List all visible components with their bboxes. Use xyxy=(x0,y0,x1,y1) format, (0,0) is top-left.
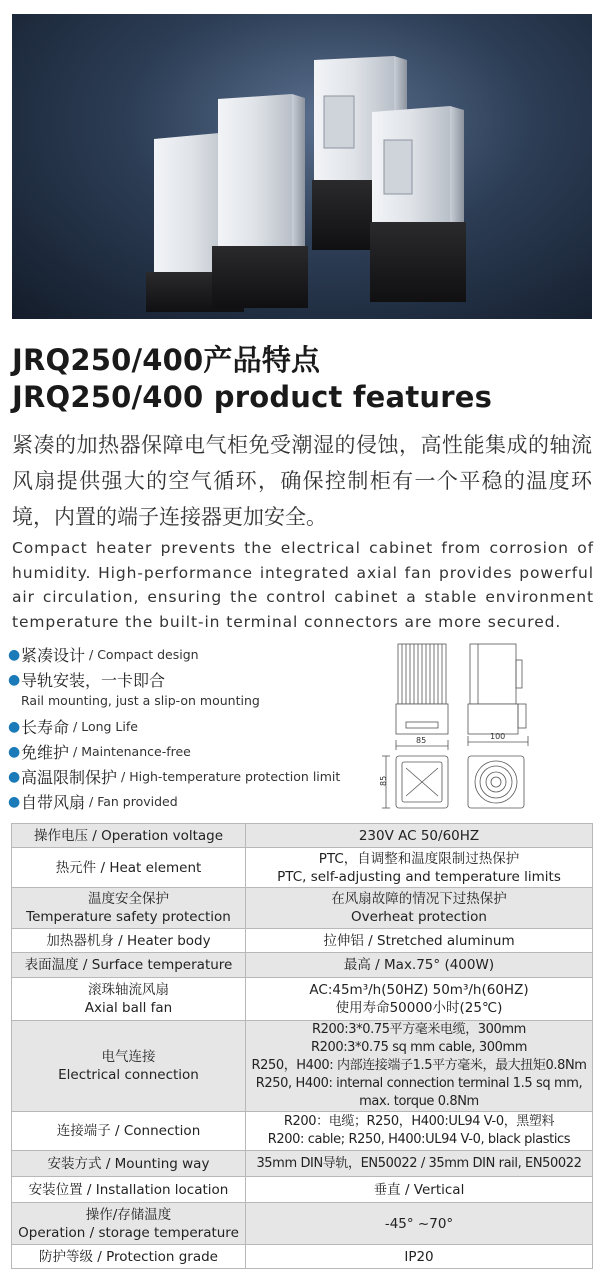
feature-list xyxy=(8,642,358,814)
table-row xyxy=(12,929,593,953)
feature-item xyxy=(8,642,358,667)
bullet-icon: ● xyxy=(8,743,21,760)
table-row xyxy=(12,1203,593,1245)
feature-item xyxy=(8,739,358,764)
feature-zh: 高温限制保护 xyxy=(21,768,118,787)
spec-value: -45° ~70° xyxy=(246,1203,593,1245)
spec-value: PTC，自调整和温度限制过热保护 PTC, self-adjusting and temperature limits xyxy=(246,848,593,888)
spec-label: 操作/存储温度 Operation / storage temperature xyxy=(12,1203,246,1245)
feature-item xyxy=(8,714,358,739)
table-row xyxy=(12,1245,593,1269)
spec-value: 最高 / Max.75° (400W) xyxy=(246,953,593,978)
table-row xyxy=(12,824,593,848)
feature-en: / Compact design xyxy=(89,647,199,662)
spec-label: 加热器机身 / Heater body xyxy=(12,929,246,953)
spec-label: 操作电压 / Operation voltage xyxy=(12,824,246,848)
product-photo xyxy=(12,14,592,319)
dim-height: 85 xyxy=(379,775,388,786)
description-en: Compact heater prevents the electrical cabinet from corrosion of humidity. High-performance integrated axial fan provides powerful air circulation, ensuring the control cabinet a stable environment temperature the built-in terminal connectors are more secured. xyxy=(12,539,594,631)
feature-sub: Rail mounting, just a slip-on mounting xyxy=(21,693,260,708)
feature-zh: 导轨安装，一卡即合 xyxy=(21,671,166,690)
table-row xyxy=(12,1021,593,1112)
spec-label: 安装位置 / Installation location xyxy=(12,1177,246,1203)
spec-label: 热元件 / Heat element xyxy=(12,848,246,888)
dimension-drawing xyxy=(378,640,598,812)
spec-value: 在风扇故障的情况下过热保护 Overheat protection xyxy=(246,888,593,929)
dim-front-width: 85 xyxy=(416,736,427,745)
feature-item xyxy=(8,667,358,692)
table-row xyxy=(12,978,593,1021)
description-zh: 紧凑的加热器保障电气柜免受潮湿的侵蚀，高性能集成的轴流风扇提供强大的空气循环，确保控制柜有一个平稳的温度环境，内置的端子连接器更加安全。 xyxy=(12,433,592,529)
spec-value: AC:45m³/h(50HZ) 50m³/h(60HZ) 使用寿命50000小时(25℃) xyxy=(246,978,593,1021)
table-row xyxy=(12,953,593,978)
feature-item xyxy=(8,789,358,814)
spec-label: 安装方式 / Mounting way xyxy=(12,1151,246,1177)
bullet-icon: ● xyxy=(8,768,21,785)
table-row xyxy=(12,888,593,929)
table-row xyxy=(12,1112,593,1151)
title-en: JRQ250/400 product features xyxy=(12,380,493,414)
dim-side-width: 100 xyxy=(490,732,506,741)
spec-value: R200：电缆；R250，H400:UL94 V-0，黑塑料 R200: cable; R250, H400:UL94 V-0, black plastics xyxy=(246,1112,593,1151)
spec-label: 电气连接 Electrical connection xyxy=(12,1021,246,1112)
feature-item xyxy=(8,764,358,789)
feature-zh: 自带风扇 xyxy=(21,793,86,812)
feature-zh: 长寿命 xyxy=(21,718,70,737)
table-row xyxy=(12,1177,593,1203)
spec-value: 230V AC 50/60HZ xyxy=(246,824,593,848)
bullet-icon: ● xyxy=(8,646,21,663)
spec-label: 温度安全保护 Temperature safety protection xyxy=(12,888,246,929)
table-row xyxy=(12,1151,593,1177)
bullet-icon: ● xyxy=(8,793,21,810)
spec-label: 连接端子 / Connection xyxy=(12,1112,246,1151)
spec-value: 拉伸铝 / Stretched aluminum xyxy=(246,929,593,953)
spec-value: IP20 xyxy=(246,1245,593,1269)
feature-en: / High-temperature protection limit xyxy=(121,769,341,784)
spec-label: 滚珠轴流风扇 Axial ball fan xyxy=(12,978,246,1021)
bullet-icon: ● xyxy=(8,671,21,688)
feature-en: / Fan provided xyxy=(89,794,178,809)
title-zh: JRQ250/400产品特点 xyxy=(12,343,321,377)
spec-label: 防护等级 / Protection grade xyxy=(12,1245,246,1269)
feature-en: / Maintenance-free xyxy=(73,744,191,759)
feature-en: / Long Life xyxy=(73,719,138,734)
heater-2 xyxy=(212,94,308,308)
spec-table xyxy=(11,823,593,1269)
table-row xyxy=(12,848,593,888)
spec-value: R200:3*0.75平方毫米电缆，300mm R200:3*0.75 sq mm cable, 300mm R250，H400: 内部连接端子1.5平方毫米，最大扭矩0.8Nm R250, H400: internal connection terminal 1.5 sq mm, max. torque 0.8Nm xyxy=(246,1021,593,1112)
spec-value: 35mm DIN导轨，EN50022 / 35mm DIN rail, EN50022 xyxy=(246,1151,593,1177)
feature-zh: 免维护 xyxy=(21,743,70,762)
feature-zh: 紧凑设计 xyxy=(21,646,86,665)
spec-value: 垂直 / Vertical xyxy=(246,1177,593,1203)
bullet-icon: ● xyxy=(8,718,21,735)
spec-label: 表面温度 / Surface temperature xyxy=(12,953,246,978)
heater-4 xyxy=(370,106,466,302)
